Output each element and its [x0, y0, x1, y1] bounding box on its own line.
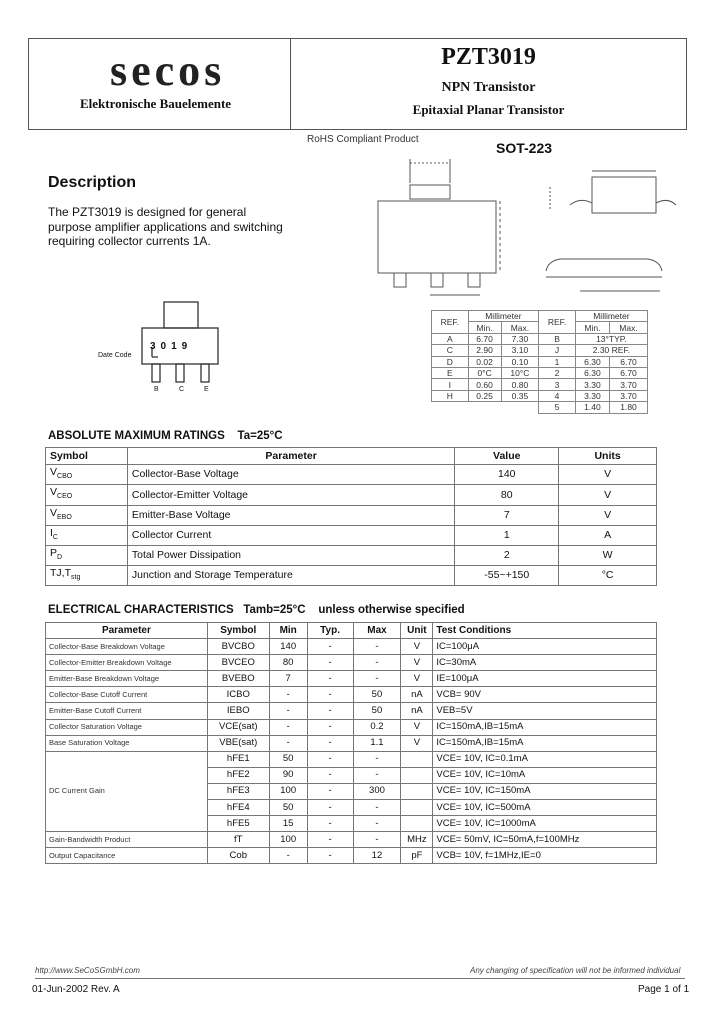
elec-col-header: Symbol: [207, 623, 269, 639]
elec-row: [46, 735, 657, 751]
dim-cell: 0.25: [468, 390, 501, 401]
elec-symbol-cell: BVEBO: [207, 671, 269, 687]
elec-test-cell: VCB= 10V, f=1MHz,IE=0: [433, 848, 657, 864]
elec-symbol-cell: Cob: [207, 848, 269, 864]
elec-test-cell: VCE= 10V, IC=1000mA: [433, 816, 657, 832]
abs-max-title: ABSOLUTE MAXIMUM RATINGS: [48, 430, 225, 442]
dim-cell: 3.10: [501, 345, 539, 356]
symbol-cell: [46, 545, 128, 565]
elec-max-cell: -: [353, 639, 401, 655]
elec-symbol-cell: VBE(sat): [207, 735, 269, 751]
elec-test-cell: IC=100μA: [433, 639, 657, 655]
elec-unit-cell: [401, 767, 433, 783]
dim-cell: 3.30: [575, 379, 609, 390]
max-header: Max.: [501, 322, 539, 333]
dim-cell: 3.70: [610, 379, 648, 390]
description-text: The PZT3019 is designed for general purpose amplifier applications and switching requiring collector currents 1A.: [48, 205, 283, 248]
min-header: Min.: [468, 322, 501, 333]
dim-row: [432, 345, 648, 356]
col-symbol: Symbol: [46, 448, 128, 465]
marking-text: 3019: [150, 341, 193, 352]
elec-typ-cell: -: [307, 767, 353, 783]
elec-max-cell: -: [353, 655, 401, 671]
elec-max-cell: 0.2: [353, 719, 401, 735]
symbol-cell: [46, 565, 128, 585]
unit-cell: W: [559, 545, 657, 565]
dim-cell: 0.80: [501, 379, 539, 390]
elec-typ-cell: -: [307, 735, 353, 751]
elec-max-cell: 12: [353, 848, 401, 864]
dim-cell: 4: [539, 390, 576, 401]
mm-header: Millimeter: [575, 311, 647, 322]
symbol-main: P: [50, 546, 58, 559]
elec-condition-note: unless otherwise specified: [318, 604, 465, 616]
elec-symbol-cell: fT: [207, 832, 269, 848]
elec-typ-cell: -: [307, 800, 353, 816]
package-name: SOT-223: [496, 140, 553, 156]
abs-max-row: [46, 485, 657, 505]
elec-min-cell: 140: [269, 639, 307, 655]
elec-table: [45, 622, 657, 864]
elec-min-cell: -: [269, 719, 307, 735]
elec-param-cell: Collector Saturation Voltage: [46, 719, 208, 735]
elec-max-cell: -: [353, 832, 401, 848]
elec-symbol-cell: BVCBO: [207, 639, 269, 655]
company-name: Elektronische Bauelemente: [80, 96, 232, 111]
footer-divider: [35, 978, 685, 979]
pin-label-c: C: [179, 386, 185, 393]
elec-test-cell: VCE= 10V, IC=0.1mA: [433, 751, 657, 767]
description-heading: Description: [48, 174, 137, 191]
col-units: Units: [559, 448, 657, 465]
elec-typ-cell: -: [307, 639, 353, 655]
parameter-cell: Collector Current: [127, 525, 454, 545]
abs-max-row: [46, 505, 657, 525]
elec-test-cell: VCE= 10V, IC=500mA: [433, 800, 657, 816]
value-cell: 140: [455, 465, 559, 485]
elec-test-cell: VCE= 10V, IC=10mA: [433, 767, 657, 783]
symbol-cell: [46, 505, 128, 525]
elec-unit-cell: nA: [401, 687, 433, 703]
elec-col-header: Min: [269, 623, 307, 639]
dim-cell: 10°C: [501, 367, 539, 378]
elec-param-cell: Collector-Base Cutoff Current: [46, 687, 208, 703]
unit-cell: A: [559, 525, 657, 545]
elec-unit-cell: V: [401, 735, 433, 751]
dim-cell: 6.70: [610, 367, 648, 378]
elec-unit-cell: V: [401, 639, 433, 655]
dim-cell: 0°C: [468, 367, 501, 378]
elec-symbol-cell: hFE4: [207, 800, 269, 816]
elec-min-cell: -: [269, 687, 307, 703]
symbol-main: TJ,T: [50, 566, 71, 579]
elec-test-cell: VCE= 10V, IC=150mA: [433, 783, 657, 799]
elec-param-cell: Base Saturation Voltage: [46, 735, 208, 751]
elec-max-cell: -: [353, 816, 401, 832]
elec-typ-cell: -: [307, 751, 353, 767]
elec-symbol-cell: BVCEO: [207, 655, 269, 671]
elec-param-cell: Output Capacitance: [46, 848, 208, 864]
elec-row: [46, 848, 657, 864]
dim-cell: 0.10: [501, 356, 539, 367]
symbol-sub: D: [57, 553, 63, 561]
elec-row: [46, 719, 657, 735]
dim-row: [432, 379, 648, 390]
elec-col-header: Parameter: [46, 623, 208, 639]
elec-typ-cell: -: [307, 783, 353, 799]
dim-row: [432, 367, 648, 378]
elec-row: [46, 832, 657, 848]
elec-test-cell: IC=30mA: [433, 655, 657, 671]
symbol-sub: C: [52, 533, 58, 541]
elec-symbol-cell: VCE(sat): [207, 719, 269, 735]
elec-symbol-cell: hFE5: [207, 816, 269, 832]
abs-max-row: [46, 525, 657, 545]
dim-cell: 1.80: [610, 402, 648, 413]
package-outline-drawing: [370, 155, 686, 303]
date-code-label: Date Code: [98, 352, 132, 359]
elec-test-cell: VCE= 50mV, IC=50mA,f=100MHz: [433, 832, 657, 848]
dim-cell: C: [432, 345, 469, 356]
elec-param-cell: Collector-Base Breakdown Voltage: [46, 639, 208, 655]
subtitle-npn: NPN Transistor: [441, 80, 536, 95]
dim-cell: J: [539, 345, 576, 356]
unit-cell: V: [559, 505, 657, 525]
dim-cell: 2.30 REF.: [575, 345, 647, 356]
dimension-table: [431, 310, 648, 414]
elec-min-cell: -: [269, 735, 307, 751]
dim-cell: 3.70: [610, 390, 648, 401]
dim-cell: 6.70: [610, 356, 648, 367]
dim-cell: 7.30: [501, 333, 539, 344]
elec-typ-cell: -: [307, 687, 353, 703]
dim-cell: H: [432, 390, 469, 401]
elec-typ-cell: -: [307, 655, 353, 671]
symbol-cell: [46, 485, 128, 505]
elec-row: [46, 751, 657, 767]
dim-cell: B: [539, 333, 576, 344]
symbol-sub: CBO: [57, 473, 73, 481]
symbol-sub: CEO: [57, 493, 73, 501]
elec-unit-cell: V: [401, 671, 433, 687]
dim-cell: [468, 402, 501, 413]
elec-typ-cell: -: [307, 816, 353, 832]
dim-cell: 6.70: [468, 333, 501, 344]
dim-cell: 1.40: [575, 402, 609, 413]
elec-row: [46, 687, 657, 703]
elec-row: [46, 655, 657, 671]
value-cell: 80: [455, 485, 559, 505]
value-cell: 1: [455, 525, 559, 545]
elec-max-cell: 1.1: [353, 735, 401, 751]
parameter-cell: Total Power Dissipation: [127, 545, 454, 565]
elec-max-cell: 50: [353, 687, 401, 703]
dim-cell: 0.02: [468, 356, 501, 367]
dim-row: [432, 402, 648, 413]
elec-symbol-cell: ICBO: [207, 687, 269, 703]
symbol-cell: [46, 465, 128, 485]
elec-max-cell: 50: [353, 703, 401, 719]
elec-param-cell: Collector-Emitter Breakdown Voltage: [46, 655, 208, 671]
parameter-cell: Collector-Base Voltage: [127, 465, 454, 485]
elec-unit-cell: nA: [401, 703, 433, 719]
col-parameter: Parameter: [127, 448, 454, 465]
abs-max-row: [46, 465, 657, 485]
min-header: Min.: [575, 322, 609, 333]
logo-text: secos: [110, 52, 226, 92]
symbol-main: I: [50, 526, 53, 539]
elec-col-header: Unit: [401, 623, 433, 639]
elec-min-cell: -: [269, 848, 307, 864]
dim-cell: 6.30: [575, 356, 609, 367]
dim-cell: I: [432, 379, 469, 390]
parameter-cell: Emitter-Base Voltage: [127, 505, 454, 525]
elec-symbol-cell: hFE1: [207, 751, 269, 767]
elec-unit-cell: pF: [401, 848, 433, 864]
elec-unit-cell: [401, 816, 433, 832]
symbol-main: V: [50, 506, 58, 519]
dim-cell: 5: [539, 402, 576, 413]
elec-row: [46, 671, 657, 687]
dim-cell: 13°TYP.: [575, 333, 647, 344]
abs-max-heading: [48, 430, 283, 442]
elec-max-cell: -: [353, 671, 401, 687]
elec-param-cell: Gain-Bandwidth Product: [46, 832, 208, 848]
dim-row: [432, 333, 648, 344]
dim-cell: D: [432, 356, 469, 367]
elec-unit-cell: [401, 783, 433, 799]
unit-cell: V: [559, 465, 657, 485]
elec-min-cell: 50: [269, 800, 307, 816]
elec-typ-cell: -: [307, 848, 353, 864]
pin-label-e: E: [204, 386, 209, 393]
elec-min-cell: 7: [269, 671, 307, 687]
elec-unit-cell: V: [401, 655, 433, 671]
max-header: Max.: [610, 322, 648, 333]
unit-cell: °C: [559, 565, 657, 585]
elec-max-cell: -: [353, 767, 401, 783]
elec-symbol-cell: IEBO: [207, 703, 269, 719]
abs-max-row: [46, 545, 657, 565]
pin-label-b: B: [154, 386, 159, 393]
elec-row: [46, 639, 657, 655]
footer-notice: Any changing of specification will not be informed individual: [470, 966, 681, 975]
elec-test-cell: IC=150mA,IB=15mA: [433, 719, 657, 735]
symbol-cell: [46, 525, 128, 545]
abs-max-condition: Ta=25°C: [237, 430, 283, 442]
value-cell: 7: [455, 505, 559, 525]
elec-test-cell: VCB= 90V: [433, 687, 657, 703]
mm-header: Millimeter: [468, 311, 539, 322]
elec-max-cell: 300: [353, 783, 401, 799]
elec-unit-cell: V: [401, 719, 433, 735]
elec-typ-cell: -: [307, 703, 353, 719]
elec-min-cell: 100: [269, 783, 307, 799]
symbol-main: V: [50, 486, 58, 499]
elec-min-cell: 100: [269, 832, 307, 848]
ref-header: REF.: [539, 311, 576, 334]
dim-cell: [432, 402, 469, 413]
value-cell: -55~+150: [455, 565, 559, 585]
dim-cell: E: [432, 367, 469, 378]
dim-cell: 2.90: [468, 345, 501, 356]
dim-cell: 6.30: [575, 367, 609, 378]
parameter-cell: Junction and Storage Temperature: [127, 565, 454, 585]
elec-typ-cell: -: [307, 832, 353, 848]
dim-cell: 0.35: [501, 390, 539, 401]
elec-test-cell: IE=100μA: [433, 671, 657, 687]
elec-param-cell: Emitter-Base Breakdown Voltage: [46, 671, 208, 687]
subtitle-epitaxial: Epitaxial Planar Transistor: [412, 102, 565, 117]
elec-title: ELECTRICAL CHARACTERISTICS: [48, 604, 234, 616]
elec-condition: Tamb=25°C: [243, 604, 306, 616]
secos-logo: [110, 52, 276, 92]
dim-cell: 2: [539, 367, 576, 378]
symbol-main: V: [50, 466, 58, 479]
elec-min-cell: -: [269, 703, 307, 719]
parameter-cell: Collector-Emitter Voltage: [127, 485, 454, 505]
value-cell: 2: [455, 545, 559, 565]
elec-param-cell: DC Current Gain: [46, 751, 208, 831]
elec-col-header: Typ.: [307, 623, 353, 639]
elec-test-cell: VEB=5V: [433, 703, 657, 719]
ref-header: REF.: [432, 311, 469, 334]
elec-typ-cell: -: [307, 671, 353, 687]
footer-date: 01-Jun-2002 Rev. A: [32, 984, 120, 995]
footer-url[interactable]: http://www.SeCoSGmbH.com: [35, 966, 140, 975]
elec-min-cell: 15: [269, 816, 307, 832]
abs-max-row: [46, 565, 657, 585]
dim-row: [432, 356, 648, 367]
elec-max-cell: -: [353, 751, 401, 767]
elec-symbol-cell: hFE3: [207, 783, 269, 799]
elec-heading: [48, 604, 465, 616]
dim-cell: 3: [539, 379, 576, 390]
elec-max-cell: -: [353, 800, 401, 816]
dim-cell: 0.60: [468, 379, 501, 390]
dim-row: [432, 390, 648, 401]
elec-test-cell: IC=150mA,IB=15mA: [433, 735, 657, 751]
elec-param-cell: Emitter-Base Cutoff Current: [46, 703, 208, 719]
part-number: PZT3019: [441, 44, 536, 70]
abs-max-table: [45, 447, 657, 586]
dim-cell: A: [432, 333, 469, 344]
col-value: Value: [455, 448, 559, 465]
footer-page: Page 1 of 1: [638, 984, 690, 995]
elec-col-header: Test Conditions: [433, 623, 657, 639]
rohs-label: RoHS Compliant Product: [307, 134, 419, 145]
dim-cell: 1: [539, 356, 576, 367]
symbol-sub: EBO: [57, 513, 72, 521]
elec-unit-cell: [401, 751, 433, 767]
elec-unit-cell: [401, 800, 433, 816]
elec-row: [46, 703, 657, 719]
symbol-sub: stg: [71, 573, 81, 581]
elec-min-cell: 90: [269, 767, 307, 783]
unit-cell: V: [559, 485, 657, 505]
elec-min-cell: 80: [269, 655, 307, 671]
elec-symbol-cell: hFE2: [207, 767, 269, 783]
elec-min-cell: 50: [269, 751, 307, 767]
elec-unit-cell: MHz: [401, 832, 433, 848]
dim-cell: 3.30: [575, 390, 609, 401]
dim-cell: [501, 402, 539, 413]
elec-col-header: Max: [353, 623, 401, 639]
elec-typ-cell: -: [307, 719, 353, 735]
